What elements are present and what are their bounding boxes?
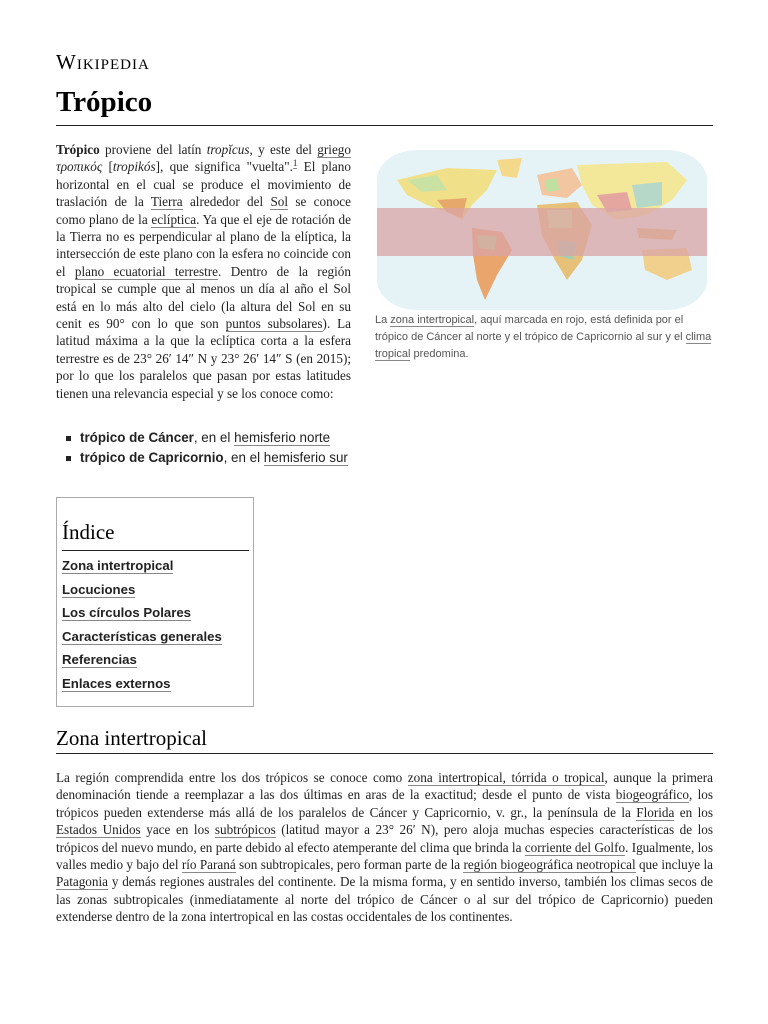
link-zona-intertropical[interactable]: zona intertropical (390, 314, 475, 326)
toc-item[interactable] (62, 603, 222, 627)
link-sol[interactable]: Sol (270, 194, 289, 210)
text: , y este del (249, 142, 318, 157)
text: , en el (193, 430, 235, 445)
link-biogeografico[interactable]: biogeográfico (615, 787, 689, 803)
text: (latitud mayor a 23° 26′ N), pero aloja muchas especies características de los trópicos del nuevo mundo, en parte debido al efecto atemperante del clima que brinda la (56, 822, 714, 855)
tropics-list (64, 428, 348, 468)
section-heading: Zona intertropical (56, 726, 208, 750)
wikipedia-wordmark[interactable]: Wikipedia (56, 50, 150, 74)
page-title: Trópico (56, 86, 153, 118)
list-item (64, 428, 348, 448)
text: . Dentro de la región tropical se cumple que al menos un día al año el Sol está en lo más alto del cielo (la altura del Sol en su cenit es 90° con lo que son (56, 263, 351, 332)
toc-item[interactable] (62, 556, 222, 580)
text: yace en los (140, 822, 215, 838)
section-divider (56, 753, 713, 754)
list-item-term: trópico de Capricornio (80, 450, 224, 465)
caption-text: predomina. (410, 348, 469, 360)
text: proviene del latín (99, 142, 207, 157)
world-map-svg (377, 150, 707, 310)
link-hemisferio-sur[interactable]: hemisferio sur (263, 450, 348, 465)
link-patagonia[interactable]: Patagonia (56, 874, 109, 890)
lead-term: Trópico (56, 142, 100, 157)
text: son subtropicales, pero forman parte de la (235, 857, 464, 873)
link-puntos-subsolares[interactable]: puntos subsolares (225, 316, 323, 332)
world-map-image[interactable] (377, 150, 707, 310)
text: El plano horizontal en el cual se produce el movimiento de traslación de la (56, 159, 351, 210)
text: que incluye la (635, 857, 714, 873)
link-ecliptica[interactable]: eclíptica (151, 211, 197, 227)
intro-section (56, 141, 713, 402)
link-clima-tropical[interactable]: clima tropical (375, 331, 712, 360)
text: . Ya que el eje de rotación de la Tierra no es perpendicular al plano de la elíptica, la intersección de este plano con la esfera no coincide con el (56, 211, 351, 279)
link-zona-intertropical[interactable]: zona intertropical, tórrida o tropical (407, 770, 605, 785)
transliteration: tropikós (112, 159, 156, 175)
link-rio-parana[interactable]: río Paraná (181, 857, 236, 873)
europe-country (545, 178, 559, 192)
figure-box (373, 141, 713, 373)
toc-link[interactable]: Locuciones (62, 581, 136, 597)
list-item (64, 448, 348, 468)
link-estados-unidos[interactable]: Estados Unidos (56, 822, 141, 838)
title-divider (56, 125, 713, 126)
text: La región comprendida entre los dos trópicos se conoce como (56, 770, 408, 785)
text: y demás regiones australes del continente. De la misma forma, y en sentido inverso, también los climas secos de las zonas subtropicales (inmediatamente al norte del trópico de Cáncer o al sur del trópico de Capricornio) pueden extenderse dentro de la zona intertropical en las costas occidentales de los continentes. (56, 874, 713, 925)
link-region-neotropical[interactable]: región biogeográfica neotropical (463, 857, 636, 873)
china (632, 182, 662, 208)
toc-link[interactable]: Enlaces externos (62, 675, 171, 691)
reference-link[interactable]: 1 (292, 158, 298, 169)
text: [ (102, 159, 113, 175)
text: ], que significa "vuelta". (155, 159, 293, 175)
text: . Igualmente, los valles medio y bajo del (56, 839, 713, 873)
toc-divider (62, 550, 249, 551)
link-subtropicos[interactable]: subtrópicos (214, 822, 276, 838)
figure-caption (375, 312, 713, 363)
greek-term: τροπικός (56, 159, 103, 175)
toc-link[interactable]: Características generales (62, 628, 222, 644)
toc-link[interactable]: Zona intertropical (62, 558, 174, 573)
link-griego[interactable]: griego (317, 142, 351, 157)
toc-link[interactable]: Los círculos Polares (62, 605, 191, 621)
link-corriente-del-golfo[interactable]: corriente del Golfo (524, 839, 626, 855)
text: ). La latitud máxima a la que la eclíptica corta a la esfera terrestre es de 23° 26′ 14″ N y 23° 26′ 14″ S (en 2015); por lo que los paralelos que pasan por estas latitudes tienen una relevancia especial y se los conoce como: (56, 316, 351, 401)
link-hemisferio-norte[interactable]: hemisferio norte (234, 430, 331, 445)
link-florida[interactable]: Florida (636, 804, 675, 820)
table-of-contents (56, 497, 254, 707)
list-item-term: trópico de Cáncer (80, 430, 194, 445)
toc-heading: Índice (62, 520, 115, 544)
toc-item[interactable] (62, 627, 222, 651)
text: alrededor del (182, 194, 271, 210)
link-plano-ecuatorial[interactable]: plano ecuatorial terrestre (74, 263, 219, 279)
toc-item[interactable] (62, 580, 222, 604)
tropical-band (377, 208, 707, 256)
section-paragraph (56, 769, 713, 926)
toc-item[interactable] (62, 650, 222, 674)
latin-term: tropĭcus (206, 142, 250, 157)
toc-item[interactable] (62, 674, 222, 698)
toc-link[interactable]: Referencias (62, 652, 137, 668)
caption-text: La (375, 314, 391, 326)
text: , en el (223, 450, 264, 465)
text: , los trópicos pueden extenderse más allá de los paralelos de Cáncer y Capricornio, v. gr., la península de la (56, 787, 713, 820)
caption-text: , aquí marcada en rojo, está definida por el trópico de Cáncer al norte y el trópico de Capricornio al sur y el (375, 314, 686, 343)
text: se conoce como plano de la (56, 194, 351, 227)
link-tierra[interactable]: Tierra (150, 194, 183, 210)
text: en los (674, 804, 713, 820)
text: , aunque la primera denominación tiende a reemplazar a las dos últimas en aras de la exactitud; desde el punto de vista (56, 770, 713, 803)
toc-list (62, 556, 222, 698)
